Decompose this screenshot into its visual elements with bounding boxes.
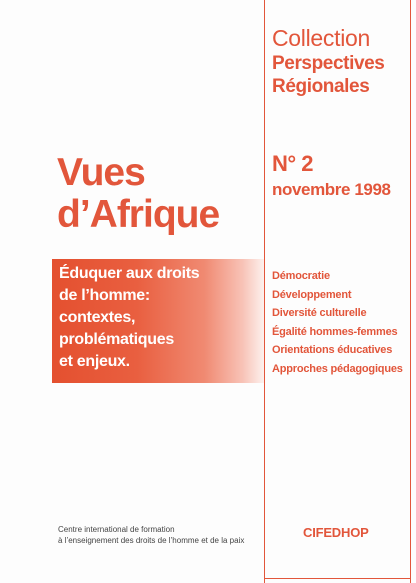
subtitle	[59, 263, 199, 373]
panel-border-right	[410, 0, 411, 583]
topic-item: Égalité hommes-femmes	[272, 325, 398, 338]
subtitle-line: et enjeux.	[59, 353, 130, 370]
series-title	[272, 52, 384, 98]
topic-list	[272, 267, 403, 379]
publisher-brand: CIFEDHOP	[303, 525, 369, 540]
subtitle-line: Éduquer aux droits	[59, 265, 200, 282]
topic-item: Approches pédagogiques	[272, 362, 403, 375]
panel-border-bottom	[264, 578, 411, 579]
topic-item: Orientations éducatives	[272, 344, 393, 357]
topic-item: Développement	[272, 288, 352, 301]
series-title-line: Perspectives	[272, 53, 385, 74]
subtitle-line: problématiques	[59, 331, 174, 348]
main-title	[57, 152, 219, 236]
publisher-name	[58, 524, 244, 546]
issue-number: N° 2	[272, 151, 314, 176]
main-title-line: d’Afrique	[57, 193, 220, 236]
subtitle-line: de l’homme:	[59, 287, 150, 304]
publisher-line: à l’enseignement des droits de l’homme et de la paix	[58, 536, 245, 545]
main-title-line: Vues	[57, 151, 145, 194]
subtitle-line: contextes,	[59, 309, 136, 326]
topic-item: Diversité culturelle	[272, 307, 367, 320]
publisher-line: Centre international de formation	[58, 525, 175, 534]
issue-date: novembre 1998	[272, 180, 391, 199]
series-title-line: Régionales	[272, 76, 370, 97]
collection-label: Collection	[272, 25, 370, 51]
topic-item: Démocratie	[272, 270, 330, 282]
panel-border-left	[264, 0, 265, 583]
